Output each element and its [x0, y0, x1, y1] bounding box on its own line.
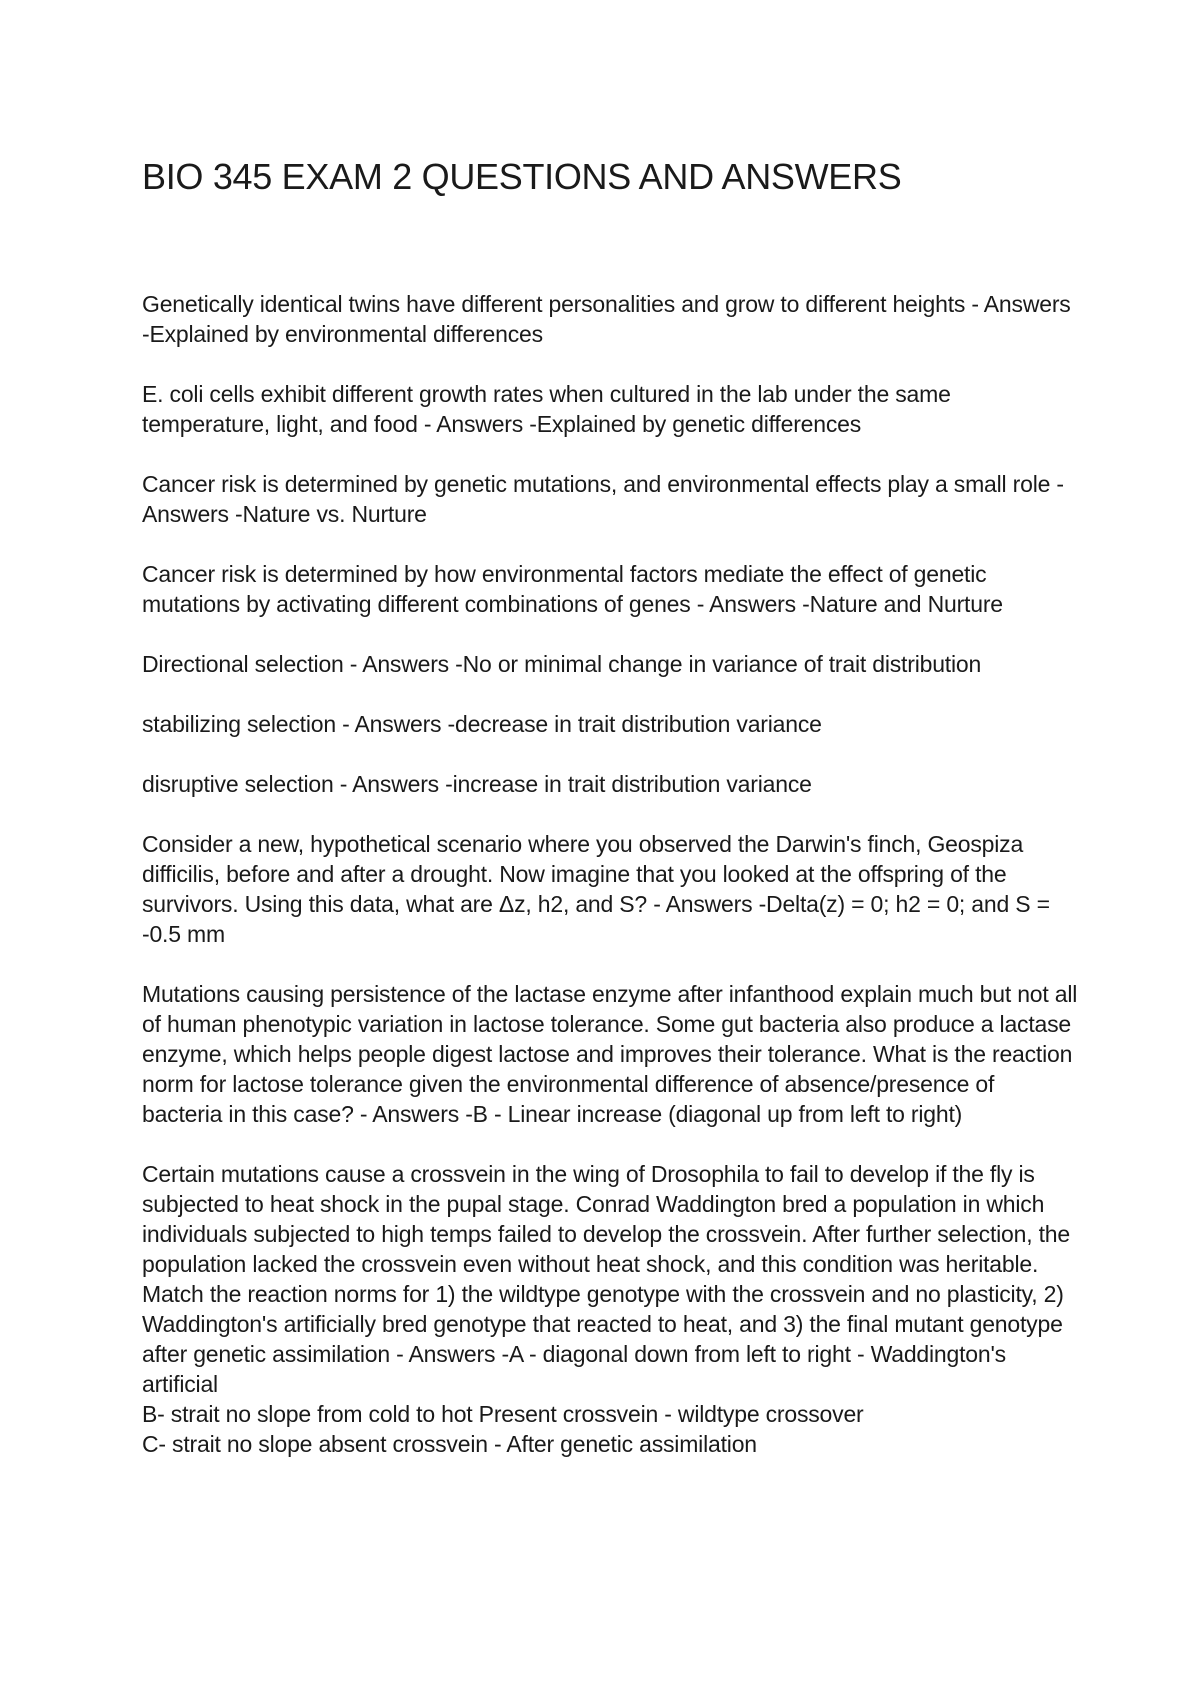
qa-item-9: Mutations causing persistence of the lactase enzyme after infanthood explain much but not all of human phenotypic variation in lactose tolerance. Some gut bacteria also produce a lactase enzyme, which helps people digest lactose and improves their tolerance. What is the reaction norm for lactose tolerance given the environmental difference of absence/presence of bacteria in this case? - Answers -B - Linear increase (diagonal up from left to right)	[142, 981, 1078, 1127]
qa-item-10: Certain mutations cause a crossvein in the wing of Drosophila to fail to develop if the fly is subjected to heat shock in the pupal stage. Conrad Waddington bred a population in which individuals subjected to high temps failed to develop the crossvein. After further selection, the population lacked the crossvein even without heat shock, and this condition was heritable. Match the reaction norms for 1) the wildtype genotype with the crossvein and no plasticity, 2) Waddington's artificially bred genotype that reacted to heat, and 3) the final mutant genotype after genetic assimilation - Answers -A - diagonal down from left to right - Waddington's artificial B- strait no slope from cold to hot Present crossvein - wildtype crossover C- strait no slope absent crossvein - After genetic assimilation	[142, 1161, 1070, 1457]
qa-item-1: Genetically identical twins have different personalities and grow to different heights - Answers -Explained by environmental differences	[142, 291, 1071, 347]
qa-item-6: stabilizing selection - Answers -decrease in trait distribution variance	[142, 711, 822, 737]
qa-list	[142, 289, 1080, 1459]
qa-item-4: Cancer risk is determined by how environmental factors mediate the effect of genetic mutations by activating different combinations of genes - Answers -Nature and Nurture	[142, 561, 1003, 617]
qa-item-8: Consider a new, hypothetical scenario where you observed the Darwin's finch, Geospiza difficilis, before and after a drought. Now imagine that you looked at the offspring of the survivors. Using this data, what are Δz, h2, and S? - Answers -Delta(z) = 0; h2 = 0; and S = -0.5 mm	[142, 831, 1050, 947]
qa-item-3: Cancer risk is determined by genetic mutations, and environmental effects play a small role - Answers -Nature vs. Nurture	[142, 471, 1064, 527]
qa-item-7: disruptive selection - Answers -increase in trait distribution variance	[142, 771, 812, 797]
document-title: BIO 345 EXAM 2 QUESTIONS AND ANSWERS	[142, 156, 902, 197]
qa-item-2: E. coli cells exhibit different growth rates when cultured in the lab under the same temperature, light, and food - Answers -Explained by genetic differences	[142, 381, 951, 437]
qa-item-5: Directional selection - Answers -No or minimal change in variance of trait distribution	[142, 651, 982, 677]
